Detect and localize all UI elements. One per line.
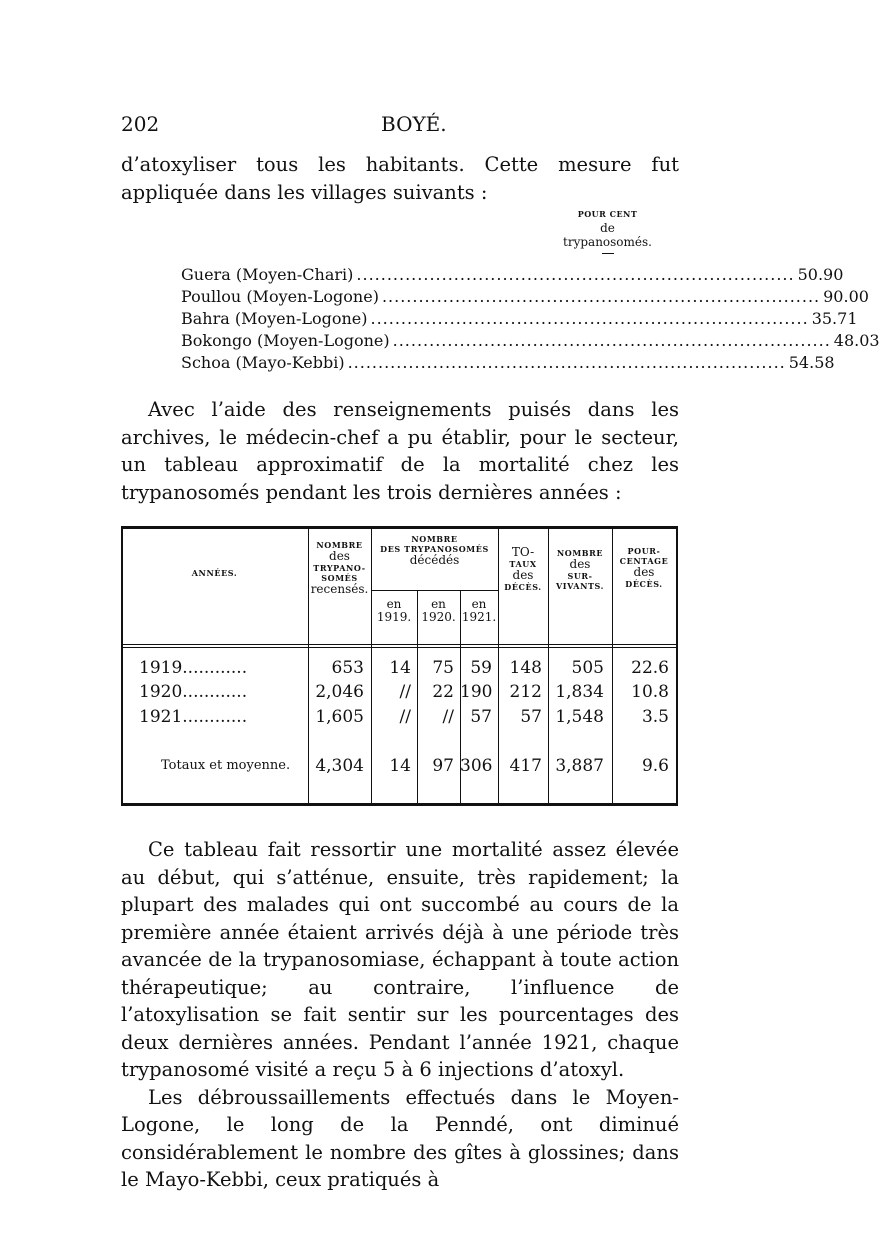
list-item: Bokongo (Moyen-Logone) ........................................................................ 48.03	[181, 331, 880, 350]
table-right-rule	[676, 526, 678, 806]
villages-list	[181, 265, 880, 375]
table-top-rule	[121, 526, 678, 529]
villages-column-header: POUR CENT de trypanosomés.	[540, 207, 675, 254]
header-recenses: NOMBRE des TRYPANO- SOMÉS recensés.	[310, 540, 369, 596]
list-item: Guera (Moyen-Chari) ........................................................................ 50.90	[181, 265, 844, 284]
page-number: 202	[121, 112, 160, 136]
header-rule	[121, 644, 678, 645]
header-1920: en 1920.	[421, 597, 456, 624]
header-1919: en 1919.	[376, 597, 412, 624]
list-item: Schoa (Mayo-Kebbi) ........................................................................ 54.58	[181, 353, 835, 372]
mortality-table: ANNÉES. NOMBRE des TRYPANO- SOMÉS recensés. NOMBRE DES TRYPANOSOMÉS décédés en 1919. en 1920. en 1921. TO- TAUX des DÉCÈS. NOMBRE des SUR- VIVANTS. POUR- CENTAGE des DÉCÈS. 1919............ 653 14 75 59 148 505 22.6 1920............ 2,046 // 22 190 212 1,834 10.8 1921............ 1,605 // // 57 57 1,548 3.5 Totaux et moyenne. 4,304 14 97 306 417 3,887 9.6	[121, 526, 678, 806]
header-annees: ANNÉES.	[191, 568, 238, 578]
header-rule-double	[121, 647, 678, 648]
header-survivants: NOMBRE des SUR- VIVANTS.	[555, 548, 605, 591]
paragraph-conclusion: Ce tableau fait ressortir une mortalité assez élevée au début, qui s’atténue, ensuite, très rapidement; la plupart des malades qui ont succombé au cours de la première année étaient arrivés déjà à une période très avancée de la trypanosomiase, échappant à toute action thérapeutique; au contraire, l’influence de l’atoxylisation se fait sentir sur les pourcentages des deux dernières années. Pendant l’année 1921, chaque trypanosomé visité a reçu 5 à 6 injections d’atoxyl. Les débroussaillements effectués dans le Moyen-Logone, le long de la Penndé, ont diminué considérablement le nombre des gîtes à glossines; dans le Mayo-Kebbi, ceux pratiqués à	[121, 836, 679, 1194]
header-1921: en 1921.	[461, 597, 497, 624]
header-pourcentage: POUR- CENTAGE des DÉCÈS.	[619, 546, 669, 589]
header-deces-group: NOMBRE DES TRYPANOSOMÉS décédés	[380, 534, 489, 567]
group-rule	[371, 590, 498, 591]
list-item: Poullou (Moyen-Logone) ........................................................................ 90.00	[181, 287, 869, 306]
list-item: Bahra (Moyen-Logone) ........................................................................ 35.71	[181, 309, 858, 328]
table-bottom-rule	[121, 803, 678, 806]
running-title: BOYÉ.	[381, 112, 447, 136]
intro-paragraph: d’atoxyliser tous les habitants. Cette mesure fut appliquée dans les villages suivants :	[121, 153, 679, 204]
paragraph-debroussaillements: Les débroussaillements effectués dans le Moyen-Logone, le long de la Penndé, ont diminué considérablement le nombre des gîtes à glossines; dans le Mayo-Kebbi, ceux pratiqués à	[121, 1085, 679, 1191]
paragraph-archives: Avec l’aide des renseignements puisés dans les archives, le médecin-chef a pu établir, pour le secteur, un tableau approximatif de la mortalité chez les trypanosomés pendant les trois dernières années :	[121, 398, 679, 504]
header-totaux: TO- TAUX des DÉCÈS.	[504, 545, 542, 592]
